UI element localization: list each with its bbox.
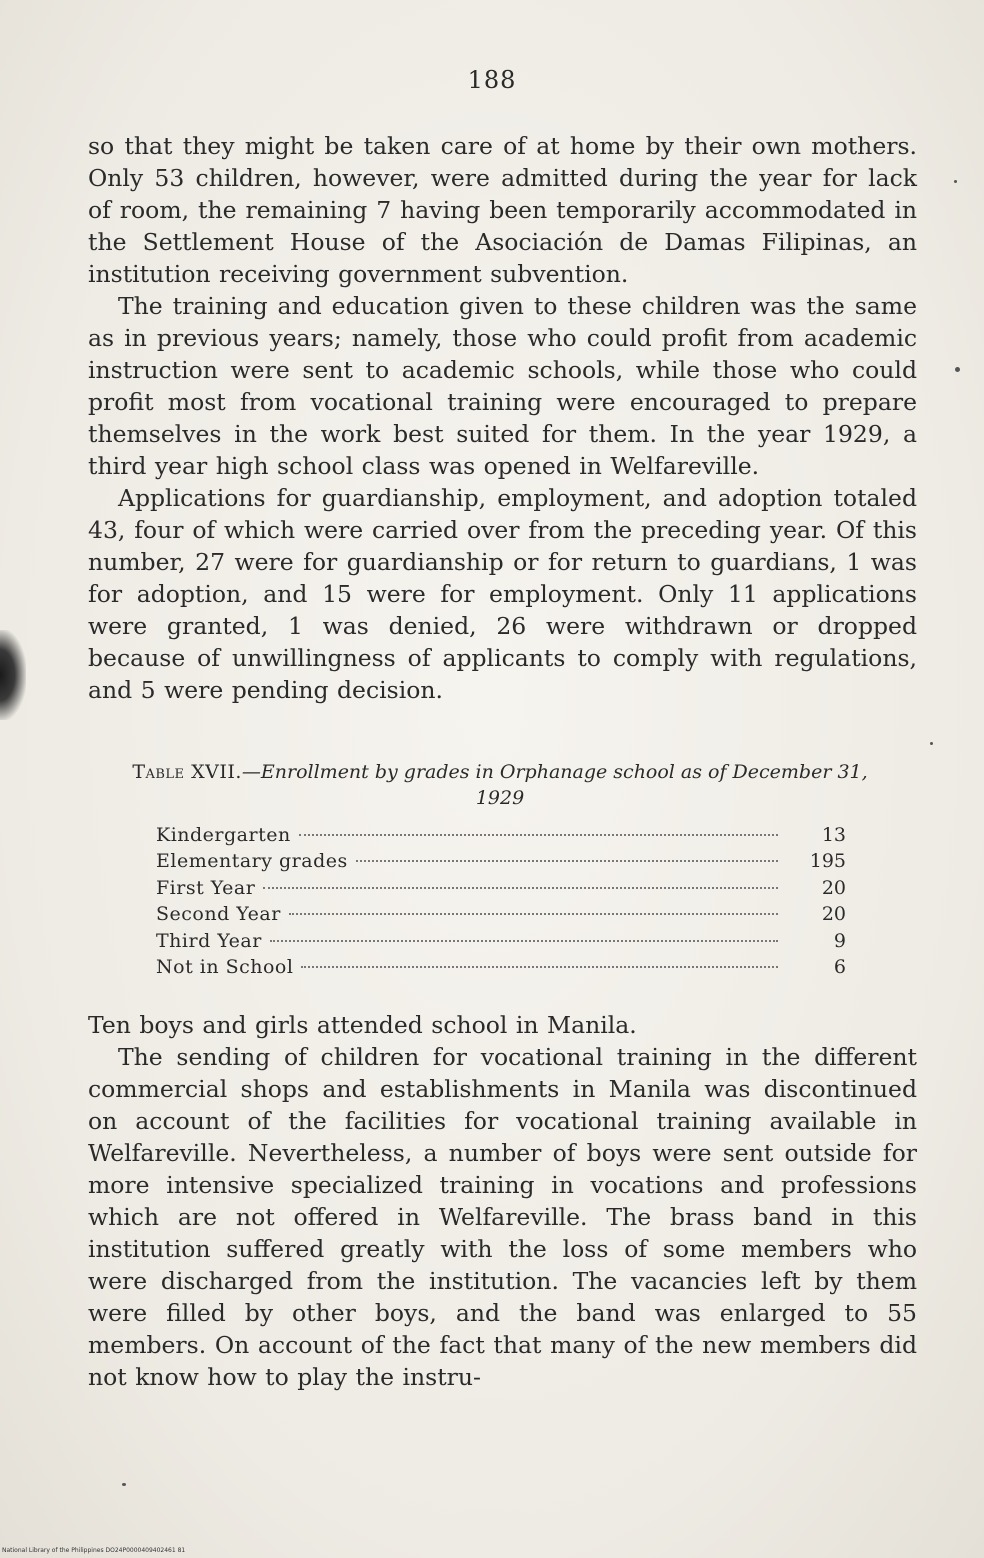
dot-leader bbox=[299, 834, 778, 836]
dot-leader bbox=[270, 940, 778, 942]
paragraph-vocational: The sending of children for vocational training in the different commercial shops and establishments in Manila was discontinued on account of the facilities for vocational training available in Welfareville. Nevertheless, a number of boys were sent outside for more intensive specialized training in vocations and professions which are not offered in Welfareville. The brass band in this institution suffered greatly with the loss of some members who were discharged from the institution. The vacancies left by them were filled by other boys, and the band was enlarged to 55 members. On account of the fact that many of the new members did not know how to play the instru- bbox=[88, 1043, 917, 1391]
table-row bbox=[156, 903, 846, 929]
table-row-category: First Year bbox=[156, 876, 256, 899]
paragraph-manila-school: Ten boys and girls attended school in Manila. bbox=[88, 1011, 637, 1039]
table-row bbox=[156, 877, 846, 903]
table-row-value: 6 bbox=[833, 955, 846, 978]
scan-footer: National Library of the Philippines DO24P0000409402461 81 bbox=[2, 1547, 186, 1554]
table-row-category: Second Year bbox=[156, 903, 281, 926]
table-row-value: 20 bbox=[821, 876, 846, 899]
dot-leader bbox=[289, 913, 778, 915]
table-row-value: 20 bbox=[821, 903, 846, 926]
table-row-category: Elementary grades bbox=[156, 850, 348, 873]
dot-leader bbox=[356, 860, 778, 862]
table-row-value: 13 bbox=[821, 824, 846, 846]
table-row-value: 9 bbox=[833, 929, 846, 952]
table-row-category: Not in School bbox=[156, 955, 294, 978]
table-row bbox=[156, 930, 846, 956]
ink-speck bbox=[955, 367, 960, 372]
table-row bbox=[156, 850, 846, 876]
ink-speck bbox=[930, 742, 933, 745]
ink-speck bbox=[122, 1483, 126, 1486]
dot-leader bbox=[263, 887, 778, 889]
table-row-category: Kindergarten bbox=[156, 824, 291, 846]
table-row bbox=[156, 956, 846, 982]
table-title: —Enrollment by grades in Orphanage school as of December 31, 1929 bbox=[241, 761, 868, 809]
table-caption bbox=[130, 759, 870, 811]
table-row bbox=[156, 824, 846, 850]
page-edge-shadow bbox=[0, 630, 26, 720]
dot-leader bbox=[301, 966, 778, 968]
body-text-bottom bbox=[88, 1009, 917, 1393]
page-number: 188 bbox=[467, 66, 517, 94]
table-row-category: Third Year bbox=[156, 929, 262, 952]
table-label: Table XVII. bbox=[132, 761, 242, 783]
paragraph-continuation: so that they might be taken care of at home by their own mothers. Only 53 children, however, were admitted during the year for lack of room, the remaining 7 having been temporarily accommodated in the Settlement House of the Asociación de Damas Filipinas, an institution receiving government subvention. bbox=[88, 132, 917, 288]
paragraph-applications: Applications for guardianship, employment, and adoption totaled 43, four of which were carried over from the preceding year. Of this number, 27 were for guardianship or for return to guardians, 1 was for adoption, and 15 were for employment. Only 11 applications were granted, 1 was denied, 26 were withdrawn or dropped because of unwillingness of applicants to comply with regulations, and 5 were pending decision. bbox=[88, 484, 917, 704]
ink-speck bbox=[954, 180, 957, 183]
paragraph-training: The training and education given to these children was the same as in previous years; namely, those who could profit from academic instruction were sent to academic schools, while those who could profit most from vocational training were encouraged to prepare themselves in the work best suited for them. In the year 1929, a third year high school class was opened in Welfareville. bbox=[88, 292, 917, 480]
table-row-value: 195 bbox=[809, 850, 846, 873]
body-text-top bbox=[88, 130, 917, 706]
enrollment-table bbox=[156, 824, 846, 982]
